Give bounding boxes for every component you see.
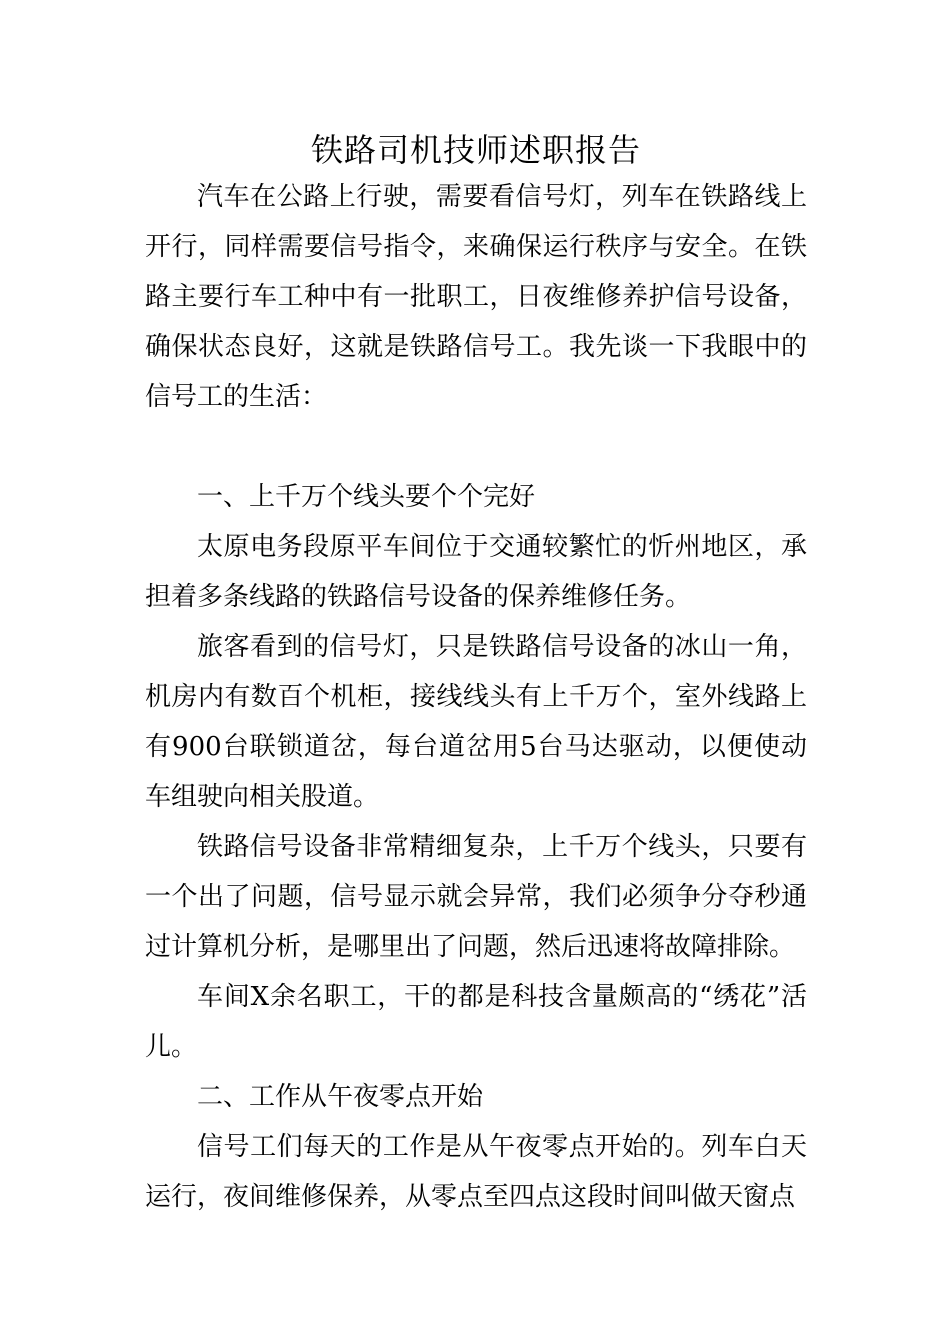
body-paragraph: 车间X余名职工，干的都是科技含量颇高的“绣花”活儿。 bbox=[145, 982, 807, 1062]
body-paragraph: 太原电务段原平车间位于交通较繁忙的忻州地区，承担着多条线路的铁路信号设备的保养维修任务。 bbox=[145, 532, 807, 612]
document-title: 铁路司机技师述职报告 bbox=[310, 131, 641, 169]
document-body bbox=[145, 128, 807, 1222]
intro-paragraph: 汽车在公路上行驶，需要看信号灯，列车在铁路线上开行，同样需要信号指令，来确保运行秩序与安全。在铁路主要行车工种中有一批职工，日夜维修养护信号设备，确保状态良好，这就是铁路信号工。我先谈一下我眼中的信号工的生活： bbox=[145, 182, 807, 412]
blank-line bbox=[145, 422, 807, 472]
section-heading-2: 二、工作从午夜零点开始 bbox=[197, 1082, 484, 1112]
section-heading-1: 一、上千万个线头要个个完好 bbox=[197, 482, 536, 512]
body-paragraph: 信号工们每天的工作是从午夜零点开始的。列车白天运行，夜间维修保养，从零点至四点这段时间叫做天窗点 bbox=[145, 1132, 807, 1212]
body-paragraph: 旅客看到的信号灯，只是铁路信号设备的冰山一角，机房内有数百个机柜，接线线头有上千万个，室外线路上有900台联锁道岔，每台道岔用5台马达驱动，以便使动车组驶向相关股道。 bbox=[145, 632, 807, 812]
body-paragraph: 铁路信号设备非常精细复杂，上千万个线头，只要有一个出了问题，信号显示就会异常，我们必须争分夺秒通过计算机分析，是哪里出了问题，然后迅速将故障排除。 bbox=[145, 832, 807, 962]
